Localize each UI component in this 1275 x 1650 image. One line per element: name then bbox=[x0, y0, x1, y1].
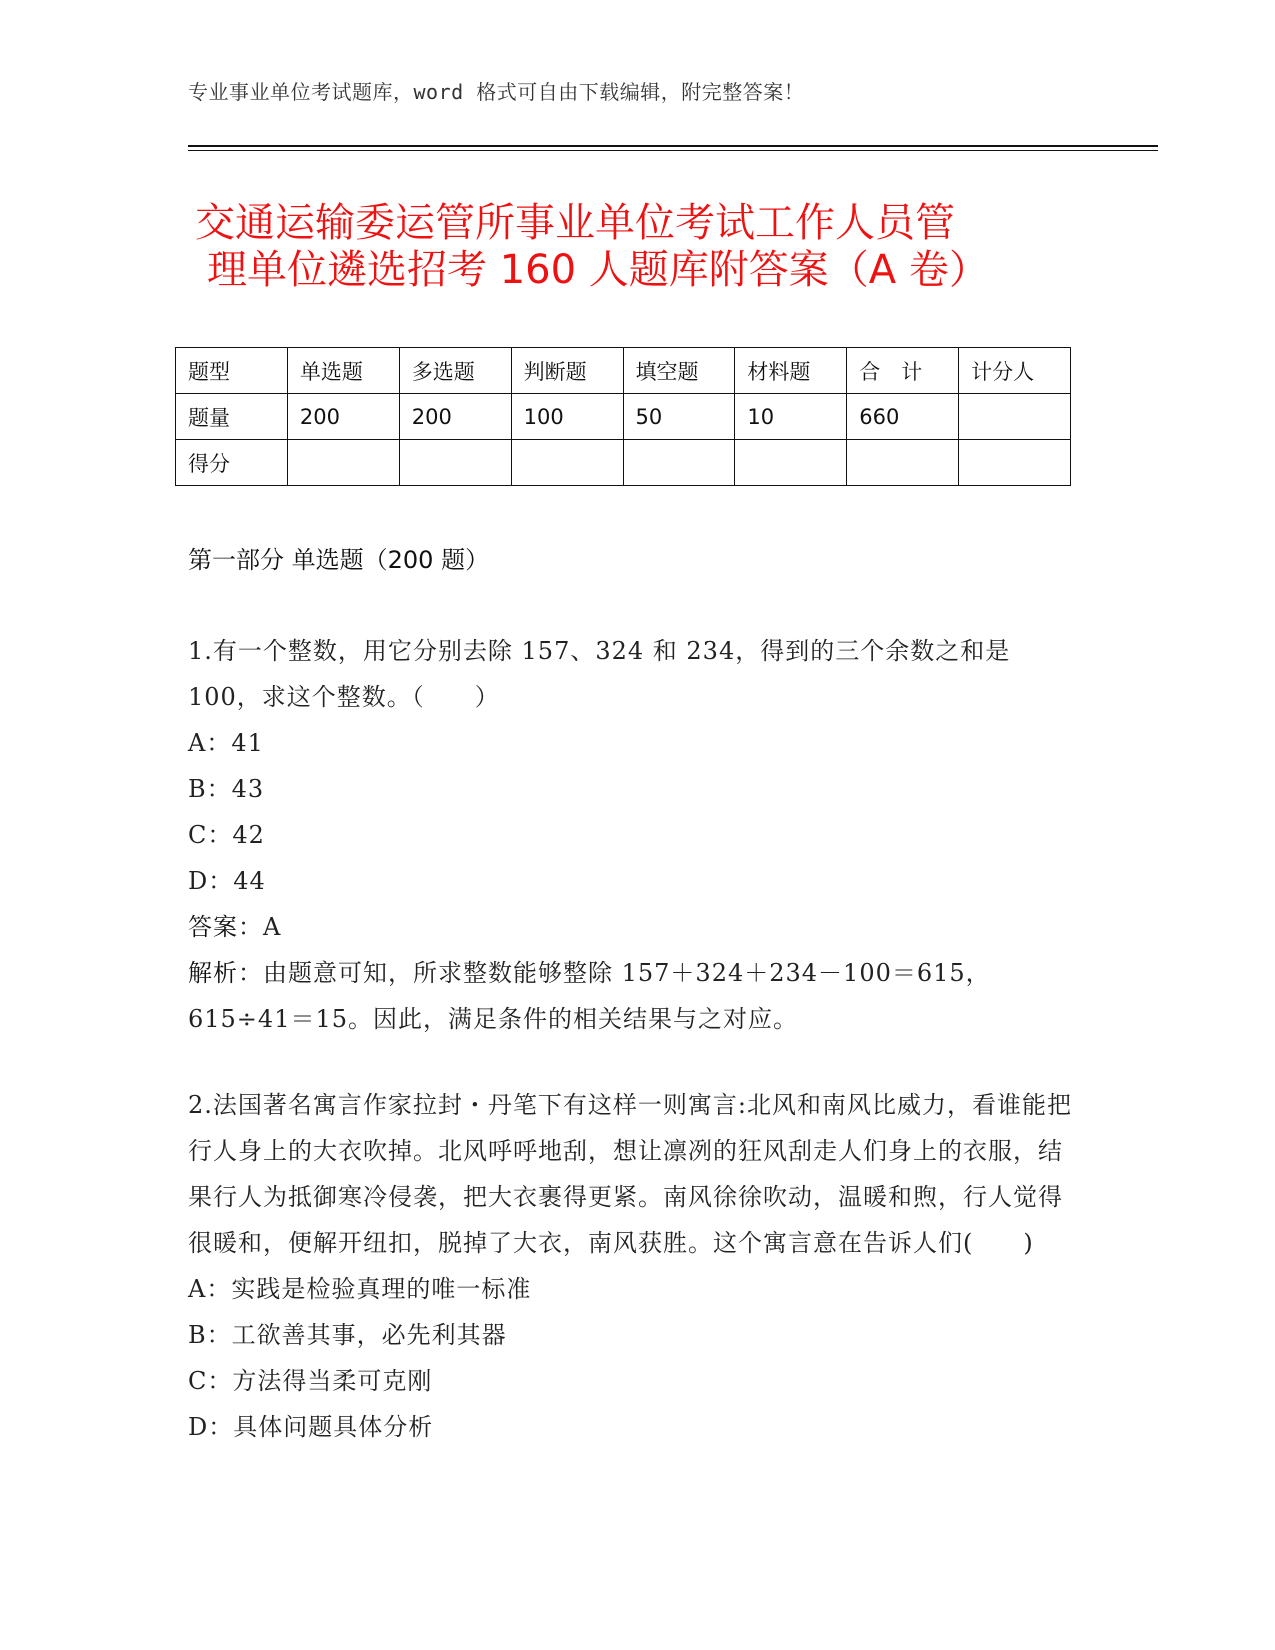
header-rule-thin bbox=[188, 150, 1158, 151]
count-cell-fill: 50 bbox=[623, 394, 735, 440]
score-table-count-row bbox=[176, 394, 1071, 440]
count-cell-total: 660 bbox=[847, 394, 959, 440]
score-cell-total bbox=[847, 440, 959, 486]
option-d: D：具体问题具体分析 bbox=[188, 1413, 434, 1441]
header-cell-multi: 多选题 bbox=[399, 348, 511, 394]
header-cell-type: 题型 bbox=[176, 348, 288, 394]
count-cell-material: 10 bbox=[735, 394, 847, 440]
header-cell-fill: 填空题 bbox=[623, 348, 735, 394]
score-cell-judge bbox=[511, 440, 623, 486]
title-line-1: 交通运输委运管所事业单位考试工作人员管 bbox=[195, 200, 955, 246]
header-cell-single: 单选题 bbox=[287, 348, 399, 394]
score-table-score-row bbox=[176, 440, 1071, 486]
score-cell-scorer bbox=[959, 440, 1071, 486]
answer-line bbox=[188, 904, 1078, 950]
header-rule-thick bbox=[188, 145, 1158, 147]
section-title: 第一部分 单选题（200 题） bbox=[188, 546, 490, 574]
option-b: B：工欲善其事，必先利其器 bbox=[188, 1321, 507, 1349]
score-cell-single bbox=[287, 440, 399, 486]
score-cell-fill bbox=[623, 440, 735, 486]
answer-value: ：A bbox=[238, 913, 282, 941]
score-table-header-row bbox=[176, 348, 1071, 394]
score-table bbox=[175, 347, 1071, 486]
score-cell-multi bbox=[399, 440, 511, 486]
count-cell-label: 题量 bbox=[176, 394, 288, 440]
header-note: 专业事业单位考试题库，word 格式可自由下载编辑，附完整答案！ bbox=[188, 80, 805, 104]
score-cell-material bbox=[735, 440, 847, 486]
question-2 bbox=[188, 1082, 1078, 1450]
count-cell-multi: 200 bbox=[399, 394, 511, 440]
option-d: D：44 bbox=[188, 867, 266, 895]
header-cell-material: 材料题 bbox=[735, 348, 847, 394]
score-cell-label: 得分 bbox=[176, 440, 288, 486]
question-stem: 2.法国著名寓言作家拉封・丹笔下有这样一则寓言:北风和南风比威力，看谁能把行人身上的大衣吹掉。北风呼呼地刮，想让凛冽的狂风刮走人们身上的衣服，结果行人为抵御寒冷侵袭，把大衣裹得更紧。南风徐徐吹动，温暖和煦，行人觉得很暖和，便解开纽扣，脱掉了大衣，南风获胜。这个寓言意在告诉人们( ) bbox=[188, 1091, 1072, 1257]
option-c: C：42 bbox=[188, 821, 265, 849]
document-title bbox=[195, 200, 1095, 294]
explanation-label: 解析 bbox=[188, 959, 238, 987]
header-cell-scorer: 计分人 bbox=[959, 348, 1071, 394]
option-c: C：方法得当柔可克刚 bbox=[188, 1367, 433, 1395]
count-cell-judge: 100 bbox=[511, 394, 623, 440]
option-a: A：41 bbox=[188, 729, 264, 757]
option-a: A：实践是检验真理的唯一标准 bbox=[188, 1275, 532, 1303]
header-cell-total: 合 计 bbox=[847, 348, 959, 394]
question-1 bbox=[188, 628, 1078, 1042]
question-stem: 1.有一个整数，用它分别去除 157、324 和 234，得到的三个余数之和是 100，求这个整数。（ ） bbox=[188, 637, 1011, 711]
answer-label: 答案 bbox=[188, 913, 238, 941]
explanation bbox=[188, 950, 1078, 1042]
count-cell-single: 200 bbox=[287, 394, 399, 440]
explanation-text: ：由题意可知，所求整数能够整除 157＋324＋234－100＝615，615÷41＝15。因此，满足条件的相关结果与之对应。 bbox=[188, 959, 991, 1033]
count-cell-scorer bbox=[959, 394, 1071, 440]
option-b: B：43 bbox=[188, 775, 265, 803]
title-line-2: 理单位遴选招考 160 人题库附答案（A 卷） bbox=[207, 247, 989, 293]
header-cell-judge: 判断题 bbox=[511, 348, 623, 394]
